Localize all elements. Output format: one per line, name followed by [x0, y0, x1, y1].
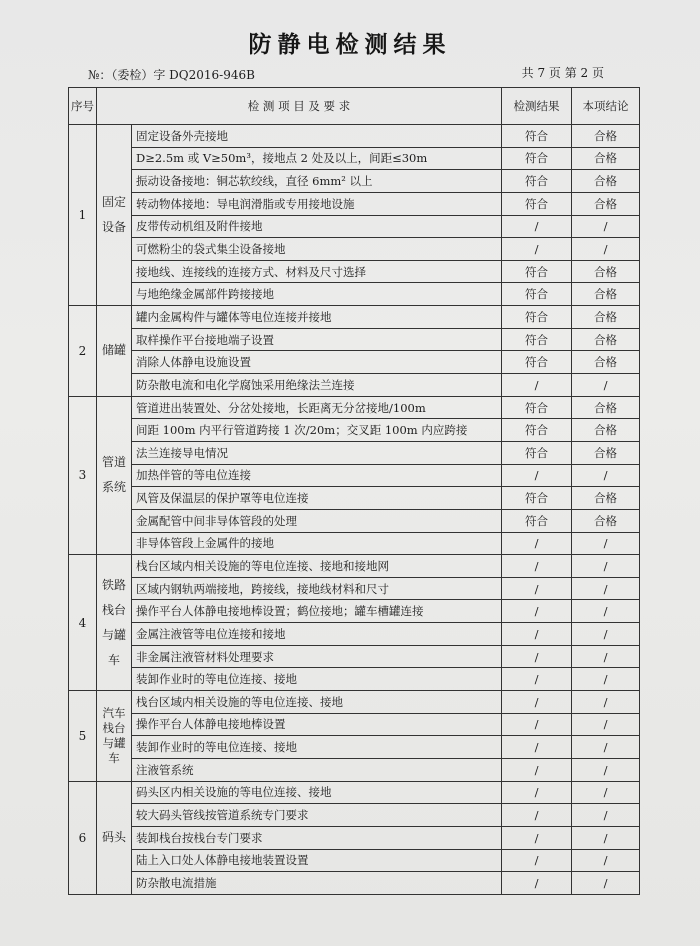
check-result: /: [502, 600, 572, 623]
table-body: [69, 125, 640, 895]
table-row: [69, 464, 640, 487]
check-conclusion: /: [572, 238, 640, 261]
check-conclusion: /: [572, 464, 640, 487]
check-conclusion: /: [572, 849, 640, 872]
group-number: 4: [69, 555, 97, 691]
header-result: 检测结果: [502, 88, 572, 125]
check-result: /: [502, 781, 572, 804]
check-item: 皮带传动机组及附件接地: [132, 215, 502, 238]
check-item: 取样操作平台接地端子设置: [132, 328, 502, 351]
group-category: 码头: [97, 781, 132, 894]
header-no: 序号: [69, 88, 97, 125]
check-conclusion: 合格: [572, 260, 640, 283]
check-conclusion: /: [572, 555, 640, 578]
inspection-table: [68, 87, 640, 895]
check-result: /: [502, 826, 572, 849]
table-row: [69, 306, 640, 329]
check-result: 符合: [502, 306, 572, 329]
check-result: 符合: [502, 351, 572, 374]
check-conclusion: /: [572, 736, 640, 759]
check-result: /: [502, 758, 572, 781]
page-info: 共 7 页 第 2 页: [521, 66, 604, 80]
group-category: 固定设备: [97, 125, 132, 306]
check-result: 符合: [502, 509, 572, 532]
table-row: [69, 668, 640, 691]
group-number: 1: [69, 125, 97, 306]
table-row: [69, 577, 640, 600]
table-row: [69, 872, 640, 895]
check-result: /: [502, 872, 572, 895]
check-item: 罐内金属构件与罐体等电位连接并接地: [132, 306, 502, 329]
table-row: [69, 419, 640, 442]
check-item: 操作平台人体静电接地棒设置；鹤位接地；罐车槽罐连接: [132, 600, 502, 623]
check-item: 陆上入口处人体静电接地装置设置: [132, 849, 502, 872]
table-row: [69, 441, 640, 464]
check-result: /: [502, 374, 572, 397]
check-conclusion: /: [572, 623, 640, 646]
table-row: [69, 645, 640, 668]
header-item: 检 测 项 目 及 要 求: [97, 88, 502, 125]
check-item: 区域内钢轨两端接地，跨接线，接地线材料和尺寸: [132, 577, 502, 600]
check-item: 注液管系统: [132, 758, 502, 781]
table-row: [69, 170, 640, 193]
check-item: 风管及保温层的保护罩等电位连接: [132, 487, 502, 510]
group-category: 铁路栈台与罐车: [97, 555, 132, 691]
check-item: 消除人体静电设施设置: [132, 351, 502, 374]
check-item: 装卸作业时的等电位连接、接地: [132, 736, 502, 759]
table-row: [69, 238, 640, 261]
check-conclusion: /: [572, 600, 640, 623]
check-item: 较大码头管线按管道系统专门要求: [132, 804, 502, 827]
check-result: 符合: [502, 396, 572, 419]
check-conclusion: /: [572, 645, 640, 668]
check-item: 振动设备接地：铜芯软绞线，直径 6mm² 以上: [132, 170, 502, 193]
check-result: /: [502, 849, 572, 872]
check-conclusion: /: [572, 691, 640, 714]
page-title: 防静电检测结果: [248, 31, 452, 58]
check-result: 符合: [502, 419, 572, 442]
check-item: 固定设备外壳接地: [132, 125, 502, 148]
table-row: [69, 509, 640, 532]
check-item: 栈台区域内相关设施的等电位连接、接地: [132, 691, 502, 714]
check-conclusion: /: [572, 781, 640, 804]
table-row: [69, 283, 640, 306]
check-item: 非金属注液管材料处理要求: [132, 645, 502, 668]
check-result: 符合: [502, 147, 572, 170]
check-conclusion: 合格: [572, 125, 640, 148]
check-item: 金属注液管等电位连接和接地: [132, 623, 502, 646]
table-row: [69, 147, 640, 170]
check-conclusion: /: [572, 758, 640, 781]
document-number: №：（委检）字 DQ2016-946B: [88, 68, 255, 82]
check-conclusion: 合格: [572, 487, 640, 510]
check-item: 可燃粉尘的袋式集尘设备接地: [132, 238, 502, 261]
check-result: /: [502, 238, 572, 261]
table-row: [69, 691, 640, 714]
table-row: [69, 781, 640, 804]
check-item: 防杂散电流措施: [132, 872, 502, 895]
check-conclusion: 合格: [572, 328, 640, 351]
check-result: /: [502, 713, 572, 736]
check-result: 符合: [502, 441, 572, 464]
check-result: 符合: [502, 170, 572, 193]
check-item: D≥2.5m 或 V≥50m³，接地点 2 处及以上，间距≤30m: [132, 147, 502, 170]
group-number: 2: [69, 306, 97, 397]
check-item: 法兰连接导电情况: [132, 441, 502, 464]
check-result: /: [502, 215, 572, 238]
table-row: [69, 487, 640, 510]
table-row: [69, 374, 640, 397]
check-item: 操作平台人体静电接地棒设置: [132, 713, 502, 736]
table-row: [69, 125, 640, 148]
check-item: 与地绝缘金属部件跨接接地: [132, 283, 502, 306]
check-result: /: [502, 645, 572, 668]
group-number: 6: [69, 781, 97, 894]
check-result: /: [502, 555, 572, 578]
check-item: 装卸栈台按栈台专门要求: [132, 826, 502, 849]
check-item: 金属配管中间非导体管段的处理: [132, 509, 502, 532]
check-conclusion: 合格: [572, 351, 640, 374]
check-item: 防杂散电流和电化学腐蚀采用绝缘法兰连接: [132, 374, 502, 397]
table-row: [69, 736, 640, 759]
check-conclusion: 合格: [572, 419, 640, 442]
check-conclusion: 合格: [572, 147, 640, 170]
group-category: 管道系统: [97, 396, 132, 554]
check-item: 栈台区域内相关设施的等电位连接、接地和接地网: [132, 555, 502, 578]
check-result: /: [502, 804, 572, 827]
check-item: 间距 100m 内平行管道跨接 1 次/20m；交叉距 100m 内应跨接: [132, 419, 502, 442]
table-row: [69, 260, 640, 283]
table-row: [69, 713, 640, 736]
check-result: 符合: [502, 192, 572, 215]
check-result: 符合: [502, 283, 572, 306]
table-row: [69, 758, 640, 781]
check-conclusion: /: [572, 804, 640, 827]
check-conclusion: 合格: [572, 509, 640, 532]
header-conclusion: 本项结论: [572, 88, 640, 125]
table-row: [69, 804, 640, 827]
check-conclusion: 合格: [572, 441, 640, 464]
check-result: 符合: [502, 125, 572, 148]
check-item: 装卸作业时的等电位连接、接地: [132, 668, 502, 691]
check-conclusion: 合格: [572, 192, 640, 215]
check-result: /: [502, 577, 572, 600]
check-conclusion: /: [572, 577, 640, 600]
check-conclusion: 合格: [572, 170, 640, 193]
table-row: [69, 532, 640, 555]
table-row: [69, 849, 640, 872]
check-item: 非导体管段上金属件的接地: [132, 532, 502, 555]
check-result: /: [502, 691, 572, 714]
check-item: 接地线、连接线的连接方式、材料及尺寸选择: [132, 260, 502, 283]
check-item: 加热伴管的等电位连接: [132, 464, 502, 487]
table-row: [69, 555, 640, 578]
table-row: [69, 623, 640, 646]
check-item: 管道进出装置处、分岔处接地，长距离无分岔接地/100m: [132, 396, 502, 419]
check-conclusion: 合格: [572, 306, 640, 329]
check-item: 码头区内相关设施的等电位连接、接地: [132, 781, 502, 804]
group-number: 5: [69, 691, 97, 782]
check-result: /: [502, 623, 572, 646]
table-row: [69, 396, 640, 419]
check-conclusion: /: [572, 872, 640, 895]
table-row: [69, 826, 640, 849]
check-result: /: [502, 532, 572, 555]
check-result: 符合: [502, 487, 572, 510]
table-row: [69, 328, 640, 351]
group-number: 3: [69, 396, 97, 554]
check-result: 符合: [502, 328, 572, 351]
check-conclusion: /: [572, 532, 640, 555]
group-category: 汽车栈台与罐车: [97, 691, 132, 782]
group-category: 储罐: [97, 306, 132, 397]
check-result: /: [502, 464, 572, 487]
table-row: [69, 215, 640, 238]
check-conclusion: /: [572, 713, 640, 736]
check-conclusion: /: [572, 374, 640, 397]
table-row: [69, 192, 640, 215]
check-conclusion: /: [572, 215, 640, 238]
check-conclusion: 合格: [572, 283, 640, 306]
table-row: [69, 600, 640, 623]
check-conclusion: /: [572, 668, 640, 691]
table-row: [69, 351, 640, 374]
check-result: 符合: [502, 260, 572, 283]
check-item: 转动物体接地：导电润滑脂或专用接地设施: [132, 192, 502, 215]
check-conclusion: /: [572, 826, 640, 849]
check-conclusion: 合格: [572, 396, 640, 419]
check-result: /: [502, 668, 572, 691]
check-result: /: [502, 736, 572, 759]
